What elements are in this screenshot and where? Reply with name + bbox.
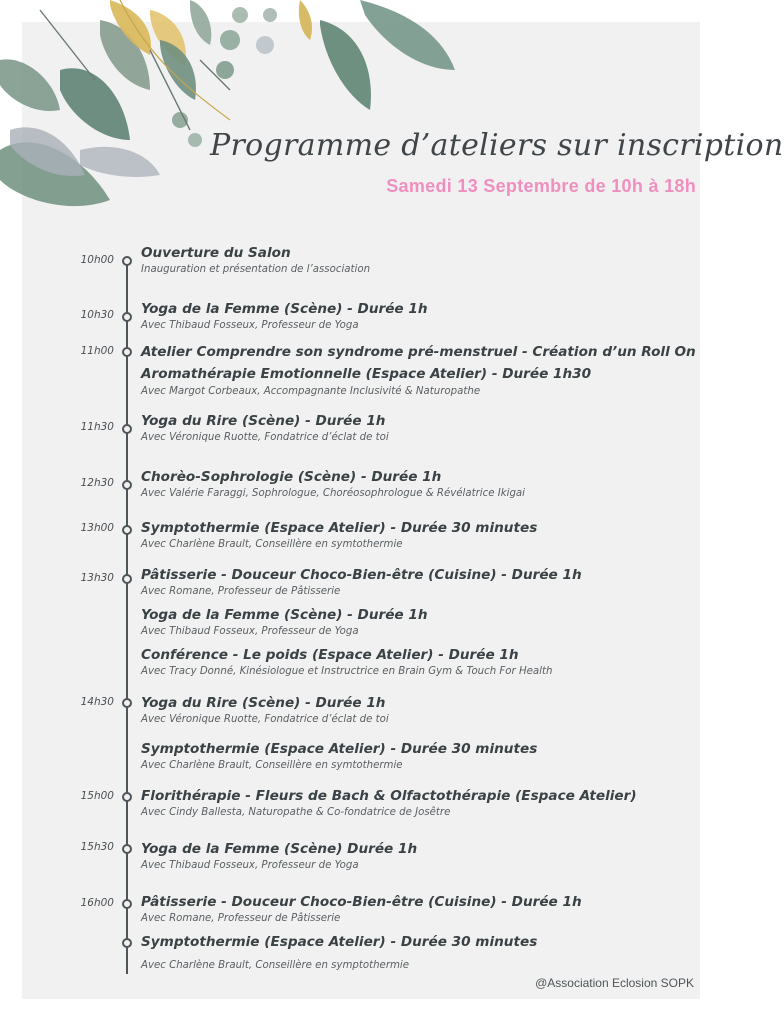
- event-host: Avec Véronique Ruotte, Fondatrice d’éclat de toi: [141, 432, 389, 443]
- time-label: 15h00: [80, 790, 114, 802]
- event-host: Avec Charlène Brault, Conseillère en symtothermie: [141, 539, 403, 550]
- event-title-continued: Aromathérapie Emotionnelle (Espace Atelier) - Durée 1h30: [141, 366, 592, 382]
- footer-credit: @Association Eclosion SOPK: [535, 976, 694, 990]
- timeline-dot: [122, 424, 132, 434]
- event-host: Avec Thibaud Fosseux, Professeur de Yoga: [141, 320, 359, 331]
- event-title: Symptothermie (Espace Atelier) - Durée 30 minutes: [141, 934, 538, 950]
- timeline-dot: [122, 574, 132, 584]
- timeline-line: [126, 262, 128, 974]
- event-title: Atelier Comprendre son syndrome pré-menstruel - Création d’un Roll On: [141, 344, 696, 360]
- timeline-dot: [122, 525, 132, 535]
- timeline-dot: [122, 938, 132, 948]
- event-host: Avec Thibaud Fosseux, Professeur de Yoga: [141, 860, 359, 871]
- event-host: Avec Véronique Ruotte, Fondatrice d’éclat de toi: [141, 714, 389, 725]
- event-date: Samedi 13 Septembre de 10h à 18h: [386, 176, 696, 196]
- timeline-dot: [122, 698, 132, 708]
- event-host: Avec Valérie Faraggi, Sophrologue, Choréosophrologue & Révélatrice Ikigai: [141, 488, 526, 499]
- event-title: Symptothermie (Espace Atelier) - Durée 30 minutes: [141, 520, 538, 536]
- event-title: Conférence - Le poids (Espace Atelier) - Durée 1h: [141, 647, 519, 663]
- page-title: Programme d’ateliers sur inscription: [210, 128, 784, 163]
- time-label: 16h00: [80, 897, 114, 909]
- event-title: Pâtisserie - Douceur Choco-Bien-être (Cuisine) - Durée 1h: [141, 567, 582, 583]
- timeline-dot: [122, 347, 132, 357]
- time-label: 10h00: [80, 254, 114, 266]
- event-title: Yoga du Rire (Scène) - Durée 1h: [141, 413, 386, 429]
- event-host: Avec Romane, Professeur de Pâtisserie: [141, 913, 341, 924]
- time-label: 15h30: [80, 841, 114, 853]
- time-label: 11h00: [80, 345, 114, 357]
- timeline-dot: [122, 844, 132, 854]
- timeline-dot: [122, 899, 132, 909]
- event-title: Ouverture du Salon: [141, 245, 291, 261]
- event-title: Yoga du Rire (Scène) - Durée 1h: [141, 695, 386, 711]
- event-title: Chorèo-Sophrologie (Scène) - Durée 1h: [141, 469, 442, 485]
- event-title: Yoga de la Femme (Scène) Durée 1h: [141, 841, 418, 857]
- event-host: Avec Tracy Donné, Kinésiologue et Instructrice en Brain Gym & Touch For Health: [141, 666, 553, 677]
- event-host: Avec Margot Corbeaux, Accompagnante Inclusivité & Naturopathe: [141, 386, 481, 397]
- timeline-dot: [122, 256, 132, 266]
- event-title: Florithérapie - Fleurs de Bach & Olfactothérapie (Espace Atelier): [141, 788, 637, 804]
- event-host: Avec Cindy Ballesta, Naturopathe & Co-fondatrice de Josêtre: [141, 807, 451, 818]
- event-title: Yoga de la Femme (Scène) - Durée 1h: [141, 607, 428, 623]
- time-label: 13h30: [80, 572, 114, 584]
- time-label: 13h00: [80, 522, 114, 534]
- time-label: 10h30: [80, 309, 114, 321]
- event-host: Avec Charlène Brault, Conseillère en symtothermie: [141, 760, 403, 771]
- event-title: Pâtisserie - Douceur Choco-Bien-être (Cuisine) - Durée 1h: [141, 894, 582, 910]
- time-label: 11h30: [80, 421, 114, 433]
- event-title: Yoga de la Femme (Scène) - Durée 1h: [141, 301, 428, 317]
- time-label: 14h30: [80, 696, 114, 708]
- time-label: 12h30: [80, 477, 114, 489]
- event-host: Avec Romane, Professeur de Pâtisserie: [141, 586, 341, 597]
- event-title: Symptothermie (Espace Atelier) - Durée 30 minutes: [141, 741, 538, 757]
- event-host: Avec Thibaud Fosseux, Professeur de Yoga: [141, 626, 359, 637]
- timeline-dot: [122, 312, 132, 322]
- event-host: Inauguration et présentation de l’association: [141, 264, 371, 275]
- timeline-dot: [122, 480, 132, 490]
- event-host: Avec Charlène Brault, Conseillère en symptothermie: [141, 960, 410, 971]
- timeline-dot: [122, 792, 132, 802]
